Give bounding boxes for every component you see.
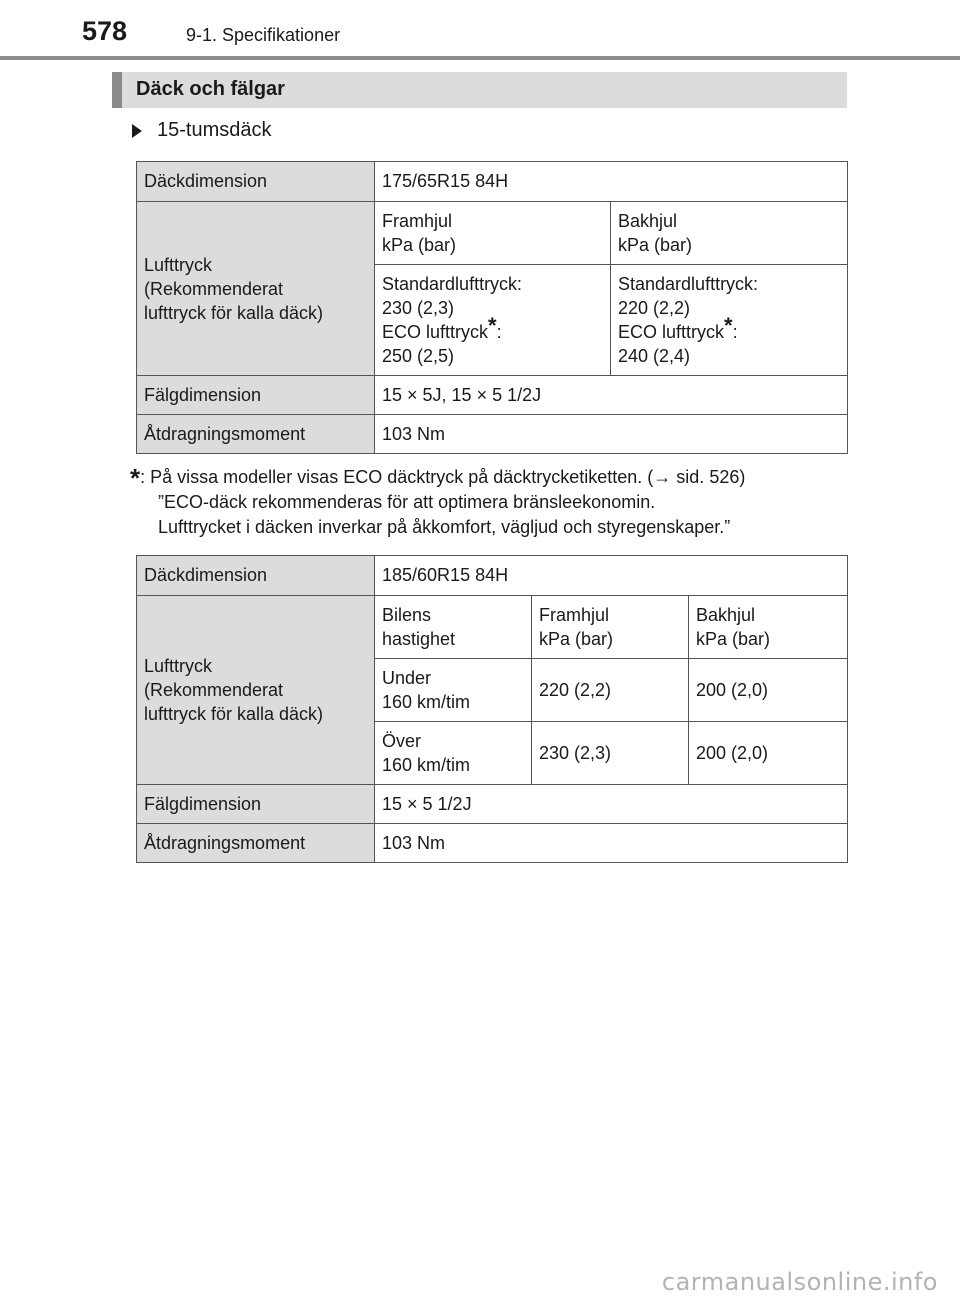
subheading-text: 15-tumsdäck	[157, 119, 272, 141]
header-divider	[0, 56, 960, 60]
rear-eco-line: ECO lufttryck*:	[618, 313, 738, 342]
front-wheel-header: Framhjul kPa (bar)	[375, 202, 611, 265]
section-accent	[112, 72, 122, 108]
front-eco-line: ECO lufttryck*:	[382, 313, 502, 342]
torque-label-2: Åtdragningsmoment	[137, 824, 375, 863]
tire-dimension-label: Däckdimension	[137, 162, 375, 202]
rim-label: Fälgdimension	[137, 376, 375, 415]
speed-over-cell: Över 160 km/tim	[375, 722, 532, 785]
rear-eco-star: *	[724, 313, 733, 338]
footnote-star: *	[130, 463, 141, 493]
rim-value: 15 × 5J, 15 × 5 1/2J	[375, 376, 848, 415]
rear-wheel-header-2: Bakhjul kPa (bar)	[689, 596, 848, 659]
torque-label: Åtdragningsmoment	[137, 415, 375, 454]
front-pressure-cell	[375, 265, 611, 376]
tire-spec-table-1	[136, 161, 848, 454]
bullet-triangle-icon	[132, 124, 142, 138]
subheading	[132, 119, 272, 142]
pressure-label-2: Lufttryck (Rekommenderat lufttryck för kalla däck)	[137, 596, 375, 785]
rear-standard-value: 220 (2,2)	[618, 298, 691, 318]
rear-standard-label: Standardlufttryck:	[618, 274, 759, 294]
rim-value-2: 15 × 5 1/2J	[375, 785, 848, 824]
footnote-line-3: Lufttrycket i däcken inverkar på åkkomfort, vägljud och styregenskaper.”	[158, 517, 731, 537]
tire-dimension-label-2: Däckdimension	[137, 556, 375, 596]
rear-eco-value: 240 (2,4)	[618, 346, 691, 366]
rear-eco-label: ECO lufttryck	[618, 322, 725, 342]
front-under-cell: 220 (2,2)	[532, 659, 689, 722]
front-eco-value: 250 (2,5)	[382, 346, 455, 366]
footnote-line-1	[130, 463, 870, 493]
speed-header: Bilens hastighet	[375, 596, 532, 659]
front-standard-label: Standardlufttryck:	[382, 274, 523, 294]
torque-value: 103 Nm	[375, 415, 848, 454]
rear-under-cell: 200 (2,0)	[689, 659, 848, 722]
front-eco-label: ECO lufttryck	[382, 322, 489, 342]
front-over-cell: 230 (2,3)	[532, 722, 689, 785]
rear-wheel-header: Bakhjul kPa (bar)	[611, 202, 848, 265]
torque-value-2: 103 Nm	[375, 824, 848, 863]
front-standard-value: 230 (2,3)	[382, 298, 455, 318]
footnote-line-2: ”ECO-däck rekommenderas för att optimera bränsleekonomin.	[158, 492, 656, 512]
watermark: carmanualsonline.info	[661, 1268, 938, 1296]
rear-over-cell: 200 (2,0)	[689, 722, 848, 785]
tire-dimension-value: 175/65R15 84H	[375, 162, 848, 202]
chapter-title: 9-1. Specifikationer	[186, 25, 341, 45]
footnote-text-1: : På vissa modeller visas ECO däcktryck på däcktrycketiketten. (→ sid. 526)	[140, 467, 746, 487]
footnote	[130, 465, 870, 540]
pressure-label: Lufttryck (Rekommenderat lufttryck för kalla däck)	[137, 202, 375, 376]
front-eco-star: *	[488, 313, 497, 338]
rim-label-2: Fälgdimension	[137, 785, 375, 824]
speed-under-cell: Under 160 km/tim	[375, 659, 532, 722]
section-title: Däck och fälgar	[136, 78, 285, 100]
rear-pressure-cell	[611, 265, 848, 376]
tire-dimension-value-2: 185/60R15 84H	[375, 556, 848, 596]
tire-spec-table-2	[136, 555, 848, 863]
section-heading-bar	[112, 72, 847, 108]
front-wheel-header-2: Framhjul kPa (bar)	[532, 596, 689, 659]
page-number: 578	[82, 16, 128, 46]
